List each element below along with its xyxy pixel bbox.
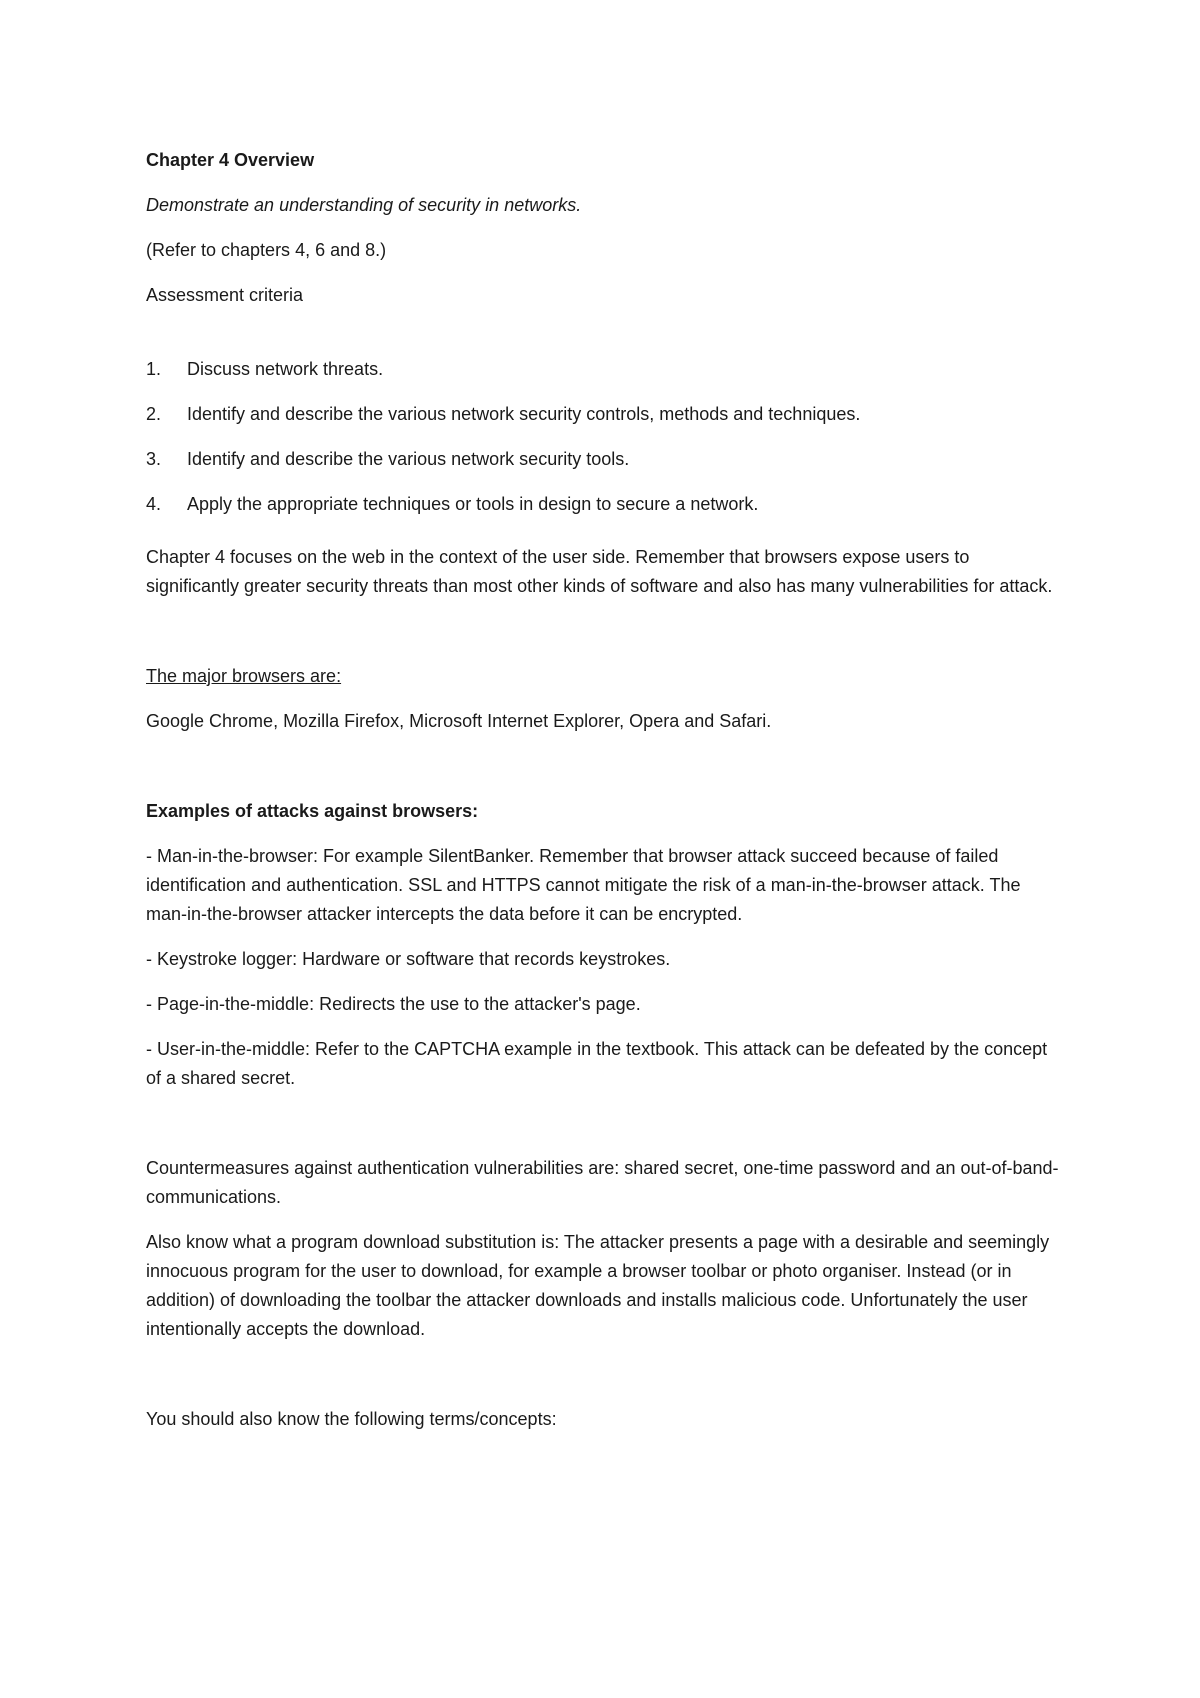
criteria-number: 4.	[146, 494, 162, 514]
refer-note: (Refer to chapters 4, 6 and 8.)	[146, 240, 387, 260]
criteria-heading: Assessment criteria	[146, 285, 304, 305]
section-spacer	[146, 1109, 1066, 1154]
criteria-item	[146, 400, 1066, 429]
attacks-heading: Examples of attacks against browsers:	[146, 801, 479, 821]
criteria-number: 1.	[146, 359, 162, 379]
download-substitution-paragraph: Also know what a program download substitution is: The attacker presents a page with a desirable and seemingly innocuous program for the user to download, for example a browser toolbar or photo organiser. Instead (or in addition) of downloading the toolbar the attacker downloads and installs malicious code. Unfortunately the user intentionally accepts the download.	[146, 1232, 1050, 1339]
document-title: Chapter 4 Overview	[146, 150, 315, 170]
criteria-text: Discuss network threats.	[187, 359, 384, 379]
criteria-number: 3.	[146, 449, 162, 469]
attack-item: - Page-in-the-middle: Redirects the use to the attacker's page.	[146, 994, 641, 1014]
criteria-text: Identify and describe the various network security controls, methods and techniques.	[187, 404, 861, 424]
document-content	[146, 146, 1066, 1450]
criteria-list	[146, 355, 1066, 519]
attack-item: - User-in-the-middle: Refer to the CAPTCHA example in the textbook. This attack can be defeated by the concept of a shared secret.	[146, 1039, 1048, 1088]
browsers-list: Google Chrome, Mozilla Firefox, Microsoft Internet Explorer, Opera and Safari.	[146, 711, 772, 731]
criteria-text: Apply the appropriate techniques or tools in design to secure a network.	[187, 494, 759, 514]
intro-paragraph: Chapter 4 focuses on the web in the context of the user side. Remember that browsers expose users to significantly greater security threats than most other kinds of software and also has many vulnerabilities for attack.	[146, 547, 1053, 596]
criteria-number: 2.	[146, 404, 162, 424]
document-subtitle: Demonstrate an understanding of security in networks.	[146, 195, 582, 215]
browsers-heading: The major browsers are:	[146, 666, 342, 686]
criteria-text: Identify and describe the various network security tools.	[187, 449, 630, 469]
attack-item: - Man-in-the-browser: For example SilentBanker. Remember that browser attack succeed because of failed identification and authentication. SSL and HTTPS cannot mitigate the risk of a man-in-the-browser attack. The man-in-the-browser attacker intercepts the data before it can be encrypted.	[146, 846, 1021, 924]
criteria-item	[146, 355, 1066, 384]
countermeasures-paragraph: Countermeasures against authentication vulnerabilities are: shared secret, one-time password and an out-of-band-communications.	[146, 1158, 1059, 1207]
criteria-item	[146, 445, 1066, 474]
section-spacer	[146, 752, 1066, 797]
section-spacer	[146, 1360, 1066, 1405]
section-spacer	[146, 617, 1066, 662]
criteria-item	[146, 490, 1066, 519]
terms-heading: You should also know the following terms/concepts:	[146, 1409, 557, 1429]
attack-item: - Keystroke logger: Hardware or software that records keystrokes.	[146, 949, 671, 969]
